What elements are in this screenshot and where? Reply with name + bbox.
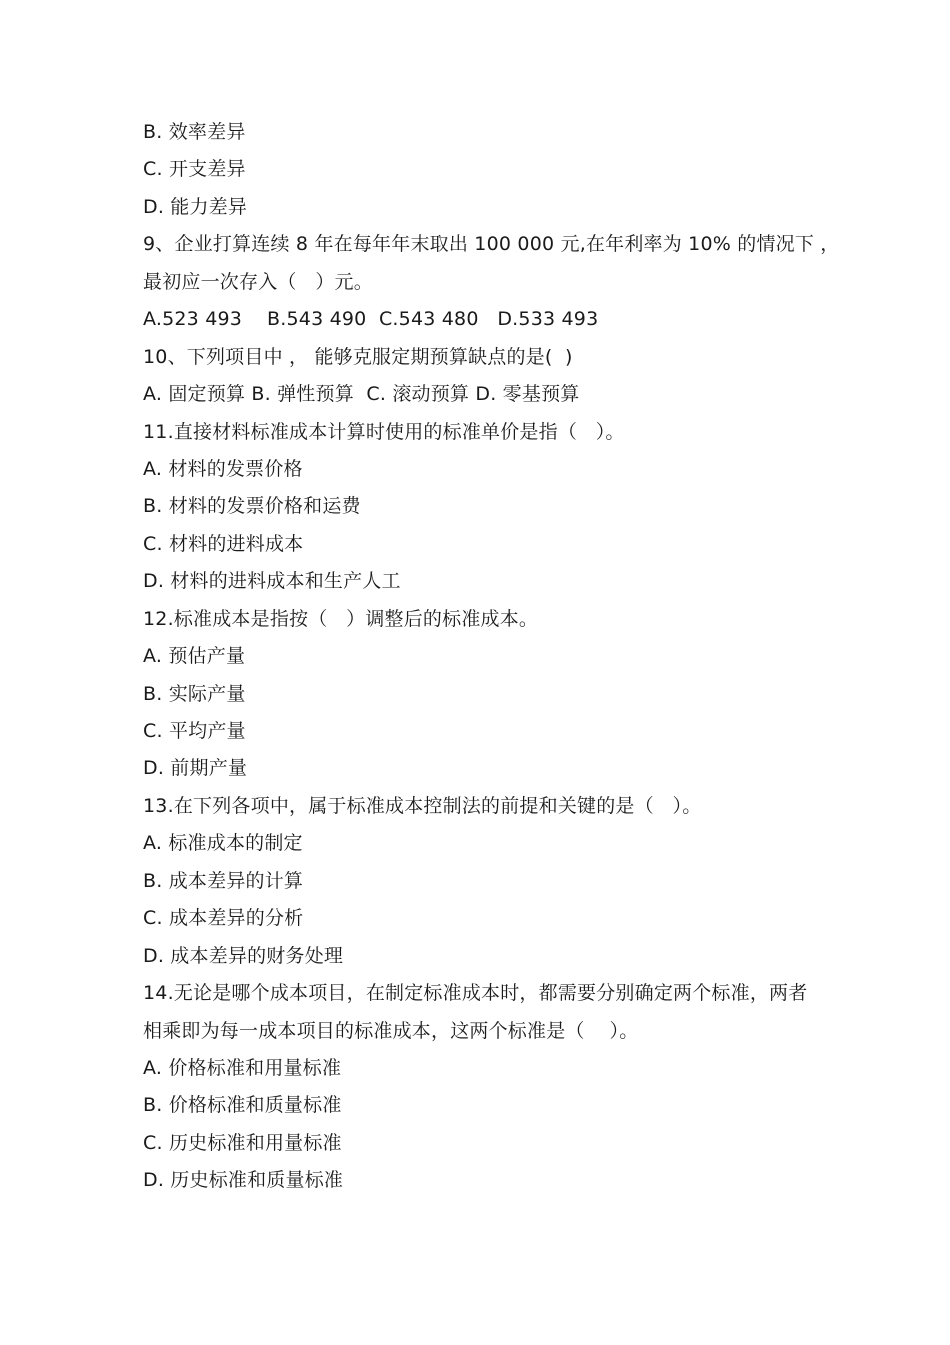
question-13-option-d: D. 成本差异的财务处理 xyxy=(143,944,344,967)
question-14-text-cont: 相乘即为每一成本项目的标准成本，这两个标准是（ ）。 xyxy=(143,1019,639,1042)
question-14-text: 14.无论是哪个成本项目，在制定标准成本时，都需要分别确定两个标准，两者 xyxy=(143,982,808,1005)
question-14-option-b: B. 价格标准和质量标准 xyxy=(143,1094,342,1117)
question-13-option-c: C. 成本差异的分析 xyxy=(143,907,304,930)
question-14-option-a: A. 价格标准和用量标准 xyxy=(143,1056,342,1079)
question-13-text: 13.在下列各项中，属于标准成本控制法的前提和关键的是（ ）。 xyxy=(143,794,702,817)
question-text-block xyxy=(143,114,840,1200)
question-13-option-b: B. 成本差异的计算 xyxy=(143,869,304,892)
question-11-option-d: D. 材料的进料成本和生产人工 xyxy=(143,570,401,593)
option-b-efficiency-variance: B. 效率差异 xyxy=(143,121,246,143)
question-11-option-a: A. 材料的发票价格 xyxy=(143,457,303,480)
question-12-option-b: B. 实际产量 xyxy=(143,682,246,705)
option-d-capacity-variance: D. 能力差异 xyxy=(143,195,248,218)
question-12-option-d: D. 前期产量 xyxy=(143,757,248,780)
question-12-option-a: A. 预估产量 xyxy=(143,645,246,668)
question-14-option-c: C. 历史标准和用量标准 xyxy=(143,1131,342,1154)
question-12-text: 12.标准成本是指按（ ）调整后的标准成本。 xyxy=(143,607,539,630)
question-14-option-d: D. 历史标准和质量标准 xyxy=(143,1169,344,1192)
question-12-option-c: C. 平均产量 xyxy=(143,720,246,742)
question-9-text: 9、企业打算连续 8 年在每年年末取出 100 000 元,在年利率为 10% 的情况下 ， xyxy=(143,233,840,256)
question-10-text: 10、下列项目中 ， 能够克服定期预算缺点的是( ) xyxy=(143,345,573,368)
option-c-spending-variance: C. 开支差异 xyxy=(143,158,246,181)
question-11-text: 11.直接材料标准成本计算时使用的标准单价是指（ ）。 xyxy=(143,420,625,443)
question-9-text-cont: 最初应一次存入（ ）元。 xyxy=(143,270,373,293)
question-11-option-c: C. 材料的进料成本 xyxy=(143,532,304,555)
question-10-options: A. 固定预算 B. 弹性预算 C. 滚动预算 D. 零基预算 xyxy=(143,383,580,406)
question-11-option-b: B. 材料的发票价格和运费 xyxy=(143,495,361,518)
question-13-option-a: A. 标准成本的制定 xyxy=(143,832,303,855)
question-9-options: A.523 493 B.543 490 C.543 480 D.533 493 xyxy=(143,308,599,331)
